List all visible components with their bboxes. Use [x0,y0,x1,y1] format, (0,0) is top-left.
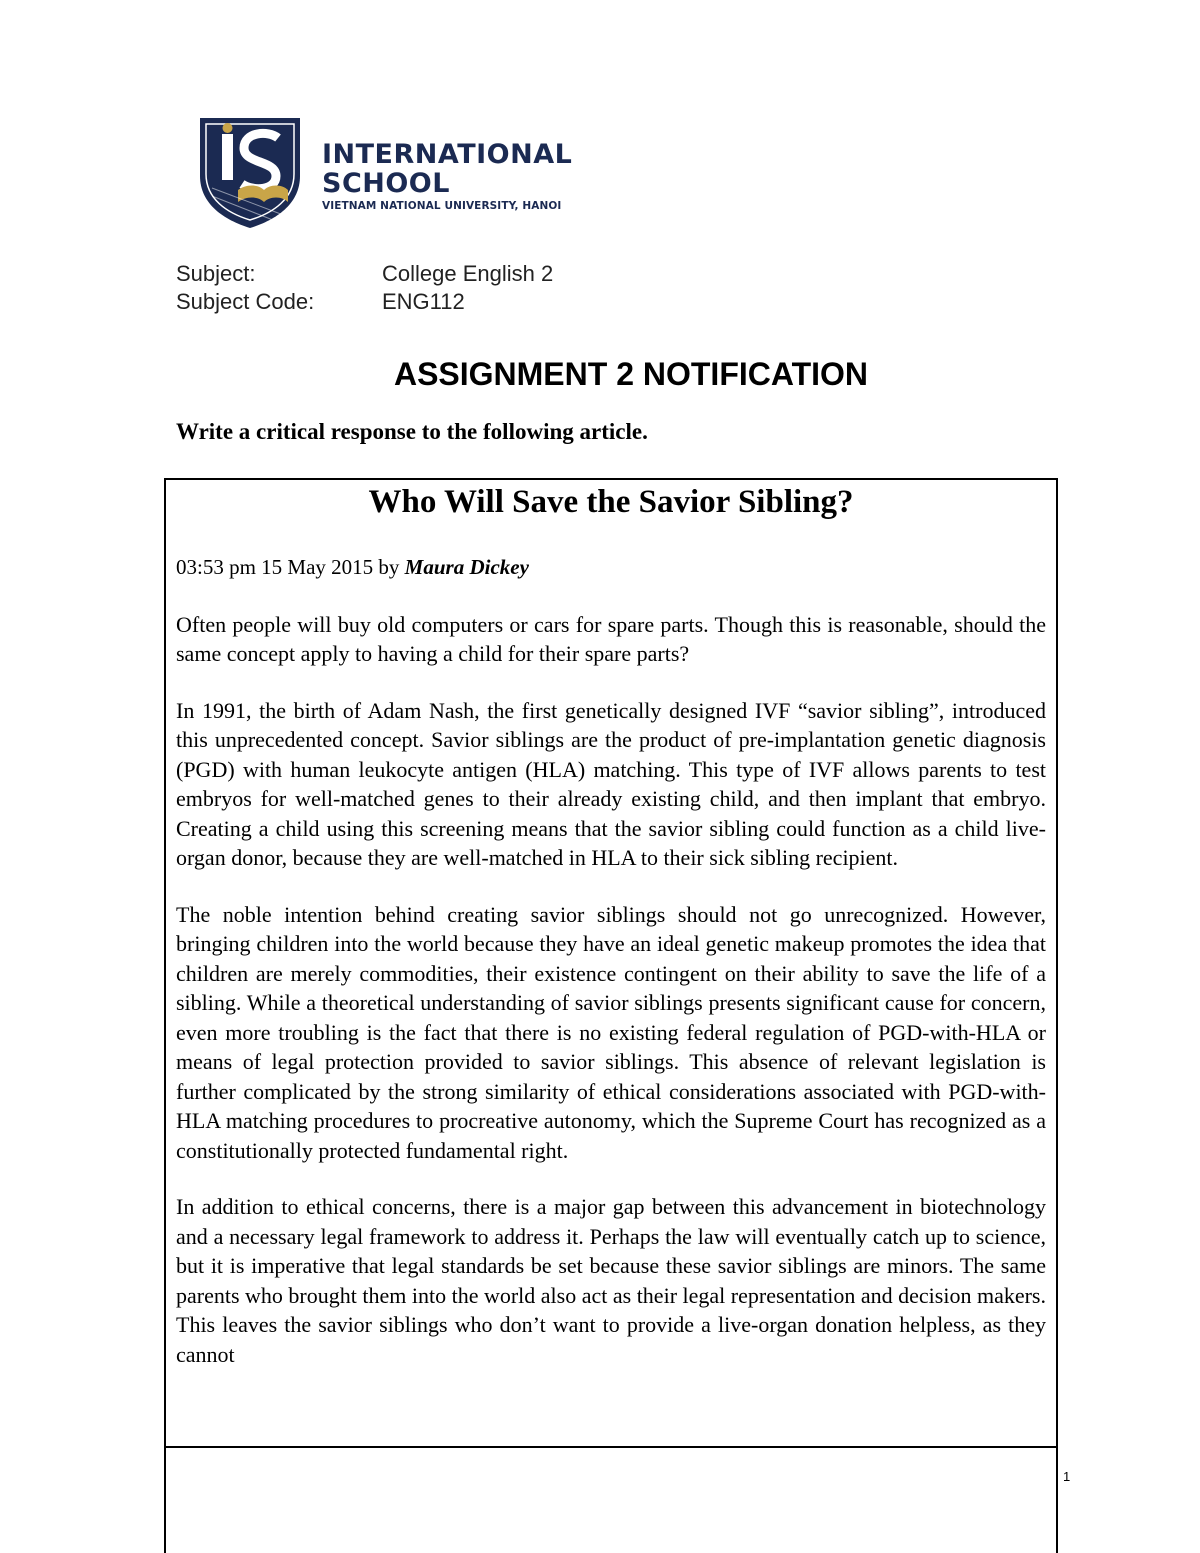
article-date: 03:53 pm 15 May 2015 by [176,555,400,579]
logo-line-university: VIETNAM NATIONAL UNIVERSITY, HANOI [322,200,562,212]
article-title: Who Will Save the Savior Sibling? [368,484,854,520]
subject-value: College English 2 [382,261,554,286]
page-number: 1 [1063,1469,1071,1484]
article-paragraph: In addition to ethical concerns, there is a major gap between this advancement in biotechnology and a necessary legal framework to address it. Perhaps the law will eventually catch up to science, but it is imperative that legal standards be set because these savior siblings are minors. The same parents who brought them into the world also act as their legal representation and decision makers. This leaves the savior siblings who don’t want to provide a live-organ donation helpless, as they cannot [176,1194,1046,1367]
article-box-bottom-border [164,1446,1058,1448]
article-paragraph: The noble intention behind creating savior siblings should not go unrecognized. However, bringing children into the world because they have an ideal genetic makeup promotes the idea that children are merely commodities, their existence contingent on their ability to save the life of a sibling. While a theoretical understanding of savior siblings presents significant cause for concern, even more troubling is the fact that there is no existing federal regulation of PGD-with-HLA or means of legal protection provided to savior siblings. This absence of relevant legislation is further complicated by the strong similarity of ethical considerations associated with PGD-with-HLA matching procedures to procreative autonomy, which the Supreme Court has recognized as a constitutionally protected fundamental right. [176,901,1046,1163]
shield-crest-icon [198,116,302,230]
article-box [164,478,1058,1553]
logo-wordmark [322,140,572,212]
article-paragraph: In 1991, the birth of Adam Nash, the first genetically designed IVF “savior sibling”, introduced this unprecedented concept. Savior siblings are the product of pre-implantation genetic diagnosis (PGD) with human leukocyte antigen (HLA) matching. This type of IVF allows parents to test embryos for well-matched genes to their already existing child, and then implant that embryo. Creating a child using this screening means that the savior sibling could function as a child live-organ donor, because they are well-matched in HLA to their sick sibling recipient. [176,697,1046,870]
article-byline [176,553,1046,583]
article-author: Maura Dickey [404,555,529,579]
school-logo [198,116,573,230]
assignment-instruction: Write a critical response to the following article. [176,419,648,444]
logo-line-school: SCHOOL [322,168,450,199]
subject-code-row [176,288,553,316]
page-title: ASSIGNMENT 2 NOTIFICATION [393,356,869,392]
article-body [176,480,1046,1369]
article-paragraph: Often people will buy old computers or cars for spare parts. Though this is reasonable, should the same concept apply to having a child for their spare parts? [176,611,1046,666]
subject-code-label: Subject Code: [176,289,315,314]
subject-code-value: ENG112 [382,289,465,314]
subject-label: Subject: [176,261,256,286]
logo-line-international: INTERNATIONAL [322,139,573,170]
subject-row [176,260,553,288]
subject-info [176,260,553,316]
